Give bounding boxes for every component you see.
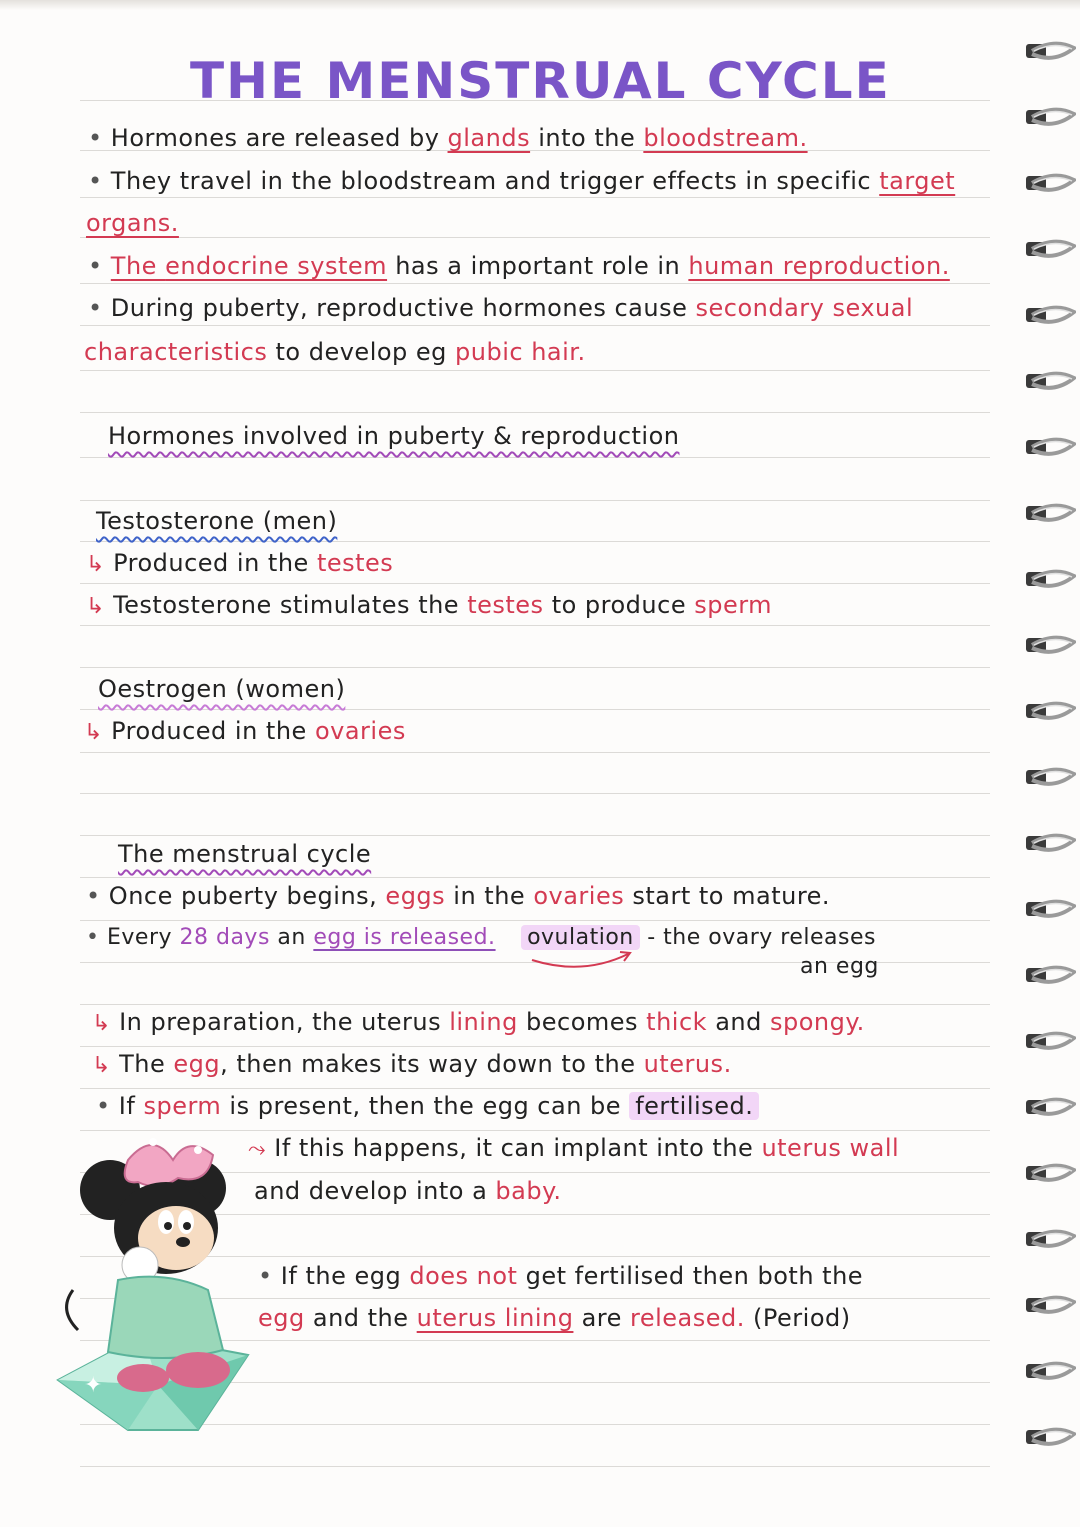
spiral-binding — [1018, 0, 1080, 1527]
bullet-dot-icon: • — [96, 1092, 111, 1120]
oestrogen-line-1: ↳ Produced in the ovaries — [84, 717, 406, 745]
intro-bullet-2: • They travel in the bloodstream and trigger effects in specific target — [88, 167, 956, 195]
cycle-bullet-2: • Every 28 days an egg is released. ovulation - the ovary releases — [86, 925, 876, 950]
intro-bullet-2-cont: organs. — [86, 209, 179, 237]
spiral-ring-icon — [1024, 566, 1076, 592]
spiral-ring-icon — [1024, 632, 1076, 658]
bullet-dot-icon: • — [86, 882, 101, 910]
spiral-ring-icon — [1024, 170, 1076, 196]
oestrogen-heading: Oestrogen (women) — [98, 675, 346, 703]
spiral-ring-icon — [1024, 38, 1076, 64]
arrow-hook-icon: ↳ — [92, 1011, 111, 1036]
cycle-bullet-2-cont: an egg — [800, 954, 879, 979]
intro-bullet-3: • The endocrine system has a important role in human reproduction. — [88, 252, 950, 280]
cycle-bullet-4: • If the egg does not get fertilised then both the — [258, 1262, 864, 1290]
spiral-ring-icon — [1024, 236, 1076, 262]
cycle-line-4: ↳ The egg, then makes its way down to the uterus. — [92, 1050, 732, 1078]
cycle-heading: The menstrual cycle — [118, 840, 372, 868]
bullet-dot-icon: • — [88, 252, 103, 280]
svg-text:✦: ✦ — [84, 1373, 103, 1398]
cycle-bullet-1: • Once puberty begins, eggs in the ovaries start to mature. — [86, 882, 831, 910]
curved-arrow-icon — [528, 946, 638, 972]
bullet-dot-icon: • — [86, 925, 100, 950]
intro-bullet-1: • Hormones are released by glands into the bloodstream. — [88, 124, 808, 152]
arrow-hook-icon: ↳ — [84, 720, 103, 745]
arrow-hook-icon: ↳ — [86, 552, 105, 577]
bullet-dot-icon: • — [88, 294, 103, 322]
spiral-ring-icon — [1024, 500, 1076, 526]
spiral-ring-icon — [1024, 104, 1076, 130]
intro-bullet-4-cont: characteristics to develop eg pubic hair. — [84, 338, 586, 366]
bullet-dot-icon: • — [88, 167, 103, 195]
cycle-bullet-4-cont: egg and the uterus lining are released. (Period) — [258, 1304, 851, 1332]
spiral-ring-icon — [1024, 830, 1076, 856]
spiral-ring-icon — [1024, 368, 1076, 394]
testosterone-line-2: ↳ Testosterone stimulates the testes to produce sperm — [86, 591, 773, 619]
spiral-ring-icon — [1024, 302, 1076, 328]
spiral-ring-icon — [1024, 1424, 1076, 1450]
page-title: THE MENSTRUAL CYCLE — [190, 52, 891, 110]
spiral-ring-icon — [1024, 896, 1076, 922]
bullet-dot-icon: • — [258, 1262, 273, 1290]
cycle-line-3: ↳ In preparation, the uterus lining becomes thick and spongy. — [92, 1008, 865, 1036]
spiral-ring-icon — [1024, 1160, 1076, 1186]
spiral-ring-icon — [1024, 698, 1076, 724]
cycle-line-5-cont: and develop into a baby. — [254, 1177, 562, 1205]
cycle-bullet-3: • If sperm is present, then the egg can be fertilised. — [96, 1092, 759, 1120]
spiral-ring-icon — [1024, 1292, 1076, 1318]
spiral-ring-icon — [1024, 764, 1076, 790]
spiral-ring-icon — [1024, 1028, 1076, 1054]
cycle-line-5: ⤳ If this happens, it can implant into the uterus wall — [248, 1134, 900, 1162]
arrow-hook-icon: ↳ — [92, 1053, 111, 1078]
hormones-heading: Hormones involved in puberty & reproduction — [108, 422, 680, 450]
testosterone-line-1: ↳ Produced in the testes — [86, 549, 394, 577]
minnie-mouse-sticker-icon — [48, 1130, 278, 1435]
spiral-ring-icon — [1024, 1094, 1076, 1120]
spiral-ring-icon — [1024, 962, 1076, 988]
testosterone-heading: Testosterone (men) — [96, 507, 338, 535]
spiral-ring-icon — [1024, 1226, 1076, 1252]
bullet-dot-icon: • — [88, 124, 103, 152]
squiggle-arrow-icon: ⤳ — [248, 1137, 267, 1162]
spiral-ring-icon — [1024, 434, 1076, 460]
arrow-hook-icon: ↳ — [86, 594, 105, 619]
spiral-ring-icon — [1024, 1358, 1076, 1384]
page-edge — [0, 0, 1080, 10]
intro-bullet-4: • During puberty, reproductive hormones cause secondary sexual — [88, 294, 914, 322]
